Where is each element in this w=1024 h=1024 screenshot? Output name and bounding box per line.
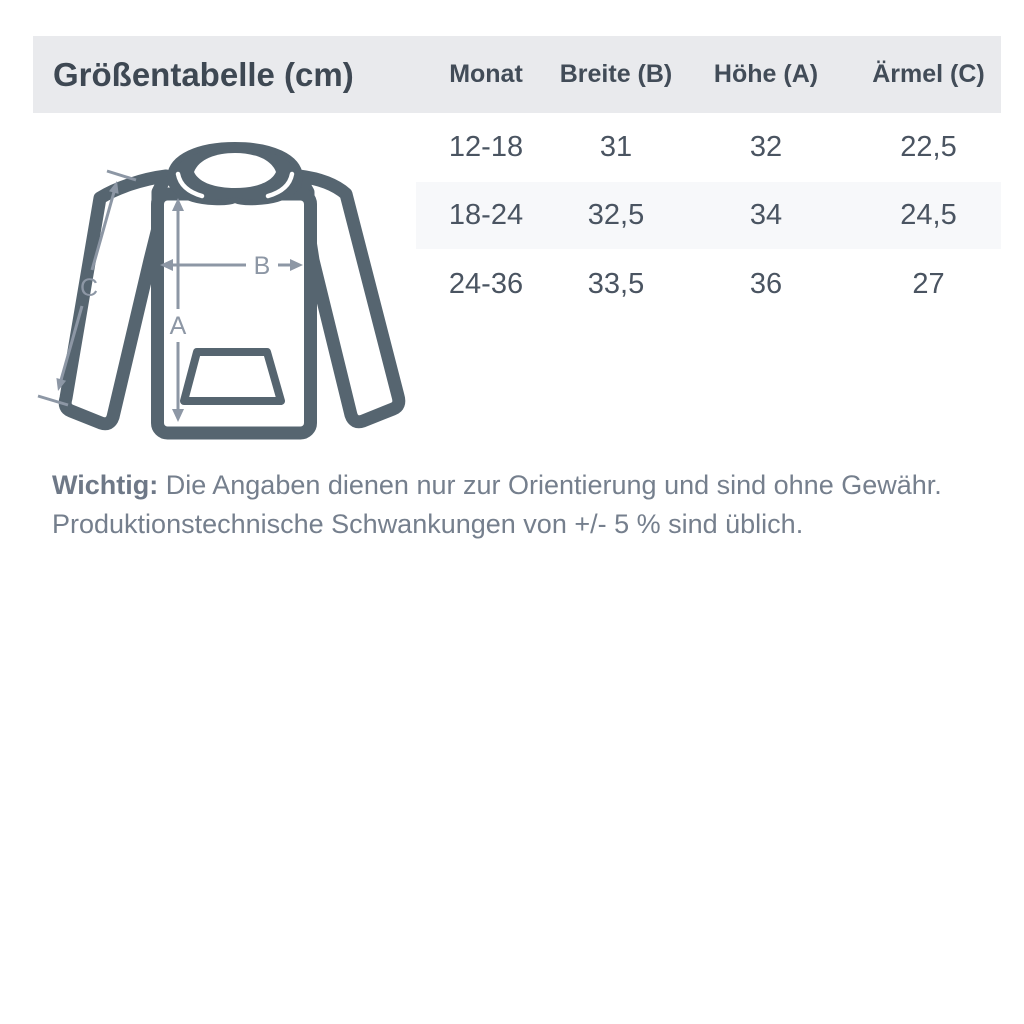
cell-breite: 31 [599, 131, 633, 163]
cell-breite: 32,5 [587, 199, 645, 231]
table-row [416, 113, 1001, 182]
table-header-row [416, 36, 1001, 113]
cell-hoehe: 34 [749, 199, 783, 231]
column-header-hoehe: Höhe (A) [713, 60, 819, 88]
hoodie-front-outline-icon [30, 130, 430, 460]
cell-aermel: 27 [912, 268, 945, 300]
cell-aermel: 22,5 [900, 131, 957, 163]
cell-aermel: 24,5 [900, 199, 957, 231]
cell-monat: 12-18 [448, 131, 524, 163]
column-header-breite: Breite (B) [559, 60, 673, 88]
cell-monat: 24-36 [448, 268, 524, 300]
hoodie-measurement-diagram [30, 130, 430, 460]
label-a: A [169, 312, 187, 340]
disclaimer-label: Wichtig: [52, 470, 159, 500]
cell-breite: 33,5 [587, 268, 645, 300]
table-row [416, 249, 1001, 320]
disclaimer-line-2: Produktionstechnische Schwankungen von +/- 5 % sind üblich. [52, 509, 804, 539]
cell-hoehe: 32 [749, 131, 783, 163]
cell-hoehe: 36 [749, 268, 783, 300]
page-title: Größentabelle (cm) [53, 55, 354, 93]
column-header-aermel: Ärmel (C) [872, 60, 985, 88]
column-header-monat: Monat [449, 60, 523, 88]
label-b: B [253, 252, 271, 280]
cell-monat: 18-24 [448, 199, 524, 231]
label-c: C [79, 274, 99, 302]
table-row-highlighted [416, 182, 1001, 249]
disclaimer-line-1 [52, 466, 1002, 505]
kangaroo-pocket-shape [184, 352, 281, 401]
disclaimer-note [52, 466, 1002, 544]
disclaimer-text-1: Die Angaben dienen nur zur Orientierung und sind ohne Gewähr. [158, 470, 942, 500]
